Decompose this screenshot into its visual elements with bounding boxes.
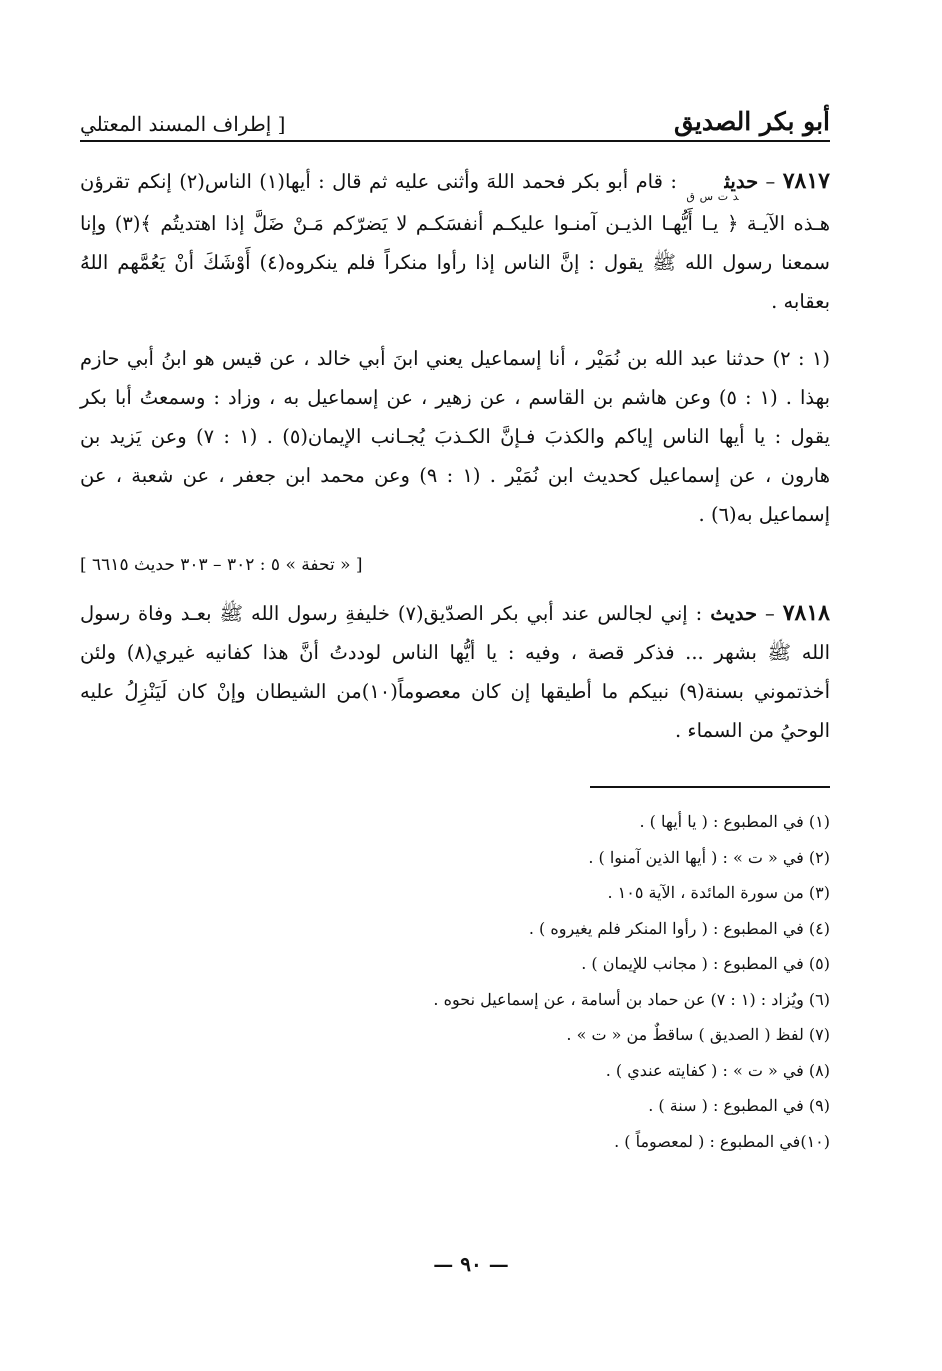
footnote-item: (١٠)في المطبوع : ( لمعصوماً ) . [614, 1131, 830, 1151]
footnote-item: (١) في المطبوع : ( يا أيها ) . [639, 812, 830, 831]
section-title: أبو بكر الصديق [674, 107, 830, 136]
footnote-item: (٦) ويُزاد : (١ : ٧) عن حماد بن أسامة ، عن إسماعيل نحوه . [433, 989, 830, 1009]
hadith-keyword: حديث [724, 170, 759, 193]
hadith-number: ٧٨١٧ [782, 168, 830, 194]
footnote-item: (٥) في المطبوع : ( مجانب للإيمان ) . [581, 954, 830, 973]
footnote-item: (٤) في المطبوع : ( رأوا المنكر فلم يغيروه ) . [528, 918, 830, 938]
hadith-number: ٧٨١٨ [782, 600, 830, 626]
footnote-item: (٣) من سورة المائدة ، الآية ١٠٥ . [607, 883, 830, 902]
footnote-item: (٩) في المطبوع : ( سنة ) . [648, 1096, 830, 1115]
footnote-item: (٢) في « ت » : ( أيها الذين آمنوا ) . [588, 847, 830, 867]
footnotes-list [80, 804, 830, 1159]
footnote-divider [590, 786, 830, 788]
footnote-item: (٧) لفظ ( الصديق ) ساقطٌ من « ت » . [566, 1025, 830, 1044]
hadith-7817 [80, 162, 830, 321]
running-header [80, 96, 830, 142]
hadith-keyword: حديث [710, 602, 758, 625]
hadith-dash: – [765, 170, 776, 193]
hadith-text: : قام أبو بكر فحمد اللهَ وأثنى عليه ثم قال : أيها(١) الناس(٢) إنكم تقرؤن هـذه الآيـة ﴿ يـا أَيُّهـا الذيـن آمنـوا عليكـم أنفسَكـم لا يَضرّكم مَـنْ ضَلَّ إذا اهتديتُم ﴾(٣) وإنا سمعنا رسول الله ﷺ يقول : إنَّ الناس إذا رأوا منكراً فلم ينكروه(٤) أَوْشَكَ أنْ يَعُمَّهم اللهُ بعقابه . [80, 170, 830, 313]
book-title: [ إطراف المسند المعتلي [80, 112, 286, 136]
document-page [80, 96, 830, 1175]
hadith-7818 [80, 594, 830, 750]
isnad-sources: (١ : ٢) حدثنا عبد الله بن نُمَيْر ، أنا إسماعيل يعني ابنَ أبي خالد ، عن قيس هو ابنُ أبي حازم بهذا . (١ : ٥) وعن هاشم بن القاسم ، عن زهير ، عن إسماعيل به ، وزاد : وسمعتُ أبا بكر يقول : يا أيها الناس إياكم والكذبَ فـإنَّ الكـذبَ يُجـانب الإيمان(٥) . (١ : ٧) وعن يَزيد بن هارون ، عن إسماعيل كحديث ابن نُمَيْر . (١ : ٩) وعن محمد ابن جعفر ، عن شعبة ، عن إسماعيل به(٦) . [80, 347, 831, 526]
page-number: — ٩٠ — [433, 1252, 509, 1276]
tuhfa-reference: [ « تحفة » ٥ : ٣٠٢ – ٣٠٣ حديث ٦٦١٥ ] [80, 555, 363, 575]
hadith-text: : إني لجالس عند أبي بكر الصدّيق(٧) خليفةِ رسول الله ﷺ بعـد وفاة رسول الله ﷺ بشهر ... فذكر قصة ، وفيه : يا أيُّها الناس لوددتُ أنَّ هذا كفانيه غيري(٨) ولئن أخذتموني بسنة(٩) نبيكم ما أطيقها إن كان معصوماً(١٠)من الشيطان وإنْ كان لَيَنْزِلُ عليه الوحيُ من السماء . [80, 602, 830, 742]
hadith-sigla: د ت س ق [686, 190, 739, 203]
hadith-dash: – [765, 602, 775, 625]
footnote-item: (٨) في « ت » : ( كفايته عندي ) . [605, 1060, 830, 1080]
